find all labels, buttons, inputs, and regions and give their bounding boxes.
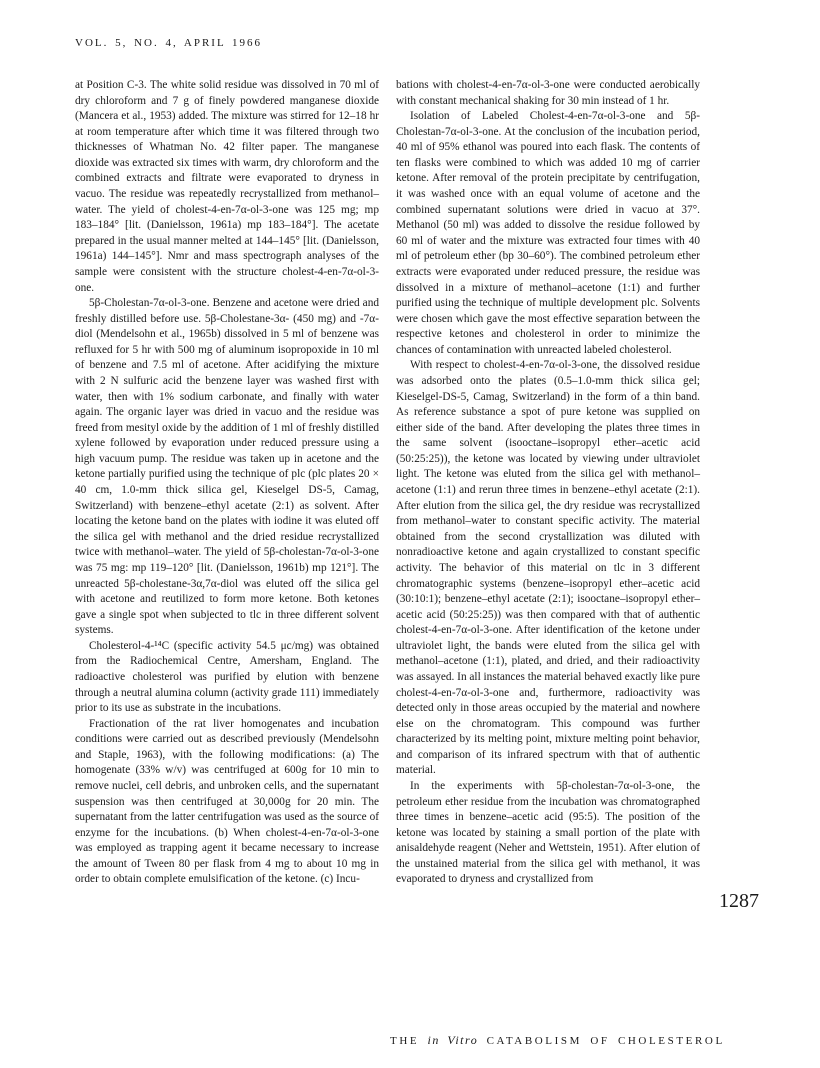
paragraph: bations with cholest-4-en-7α-ol-3-one were conducted aerobically with constant mechanical shaking for 30 min instead of 1 hr. <box>396 79 700 107</box>
right-column <box>396 78 700 888</box>
footer-pre: THE <box>390 1035 420 1047</box>
paragraph: Fractionation of the rat liver homogenates and incubation conditions were carried out as described previously (Mendelsohn and Staple, 1963), with the following modifications: (a) The homogenate (33% w/v) was centrifuged at 600g for 10 min to remove nuclei, cell debris, and unbroken cells, and the supernatant suspension was then centrifuged at 30,000g for 20 min. The supernatant from the latter centrifugation was used as the source of enzyme for the incubations. (b) When cholest-4-en-7α-ol-3-one was employed as trapping agent it became necessary to increase the amount of Tween 80 per flask from 4 mg to about 10 mg in order to obtain complete emulsification of the ketone. (c) Incu- <box>75 717 379 886</box>
paragraph: at Position C-3. The white solid residue was dissolved in 70 ml of dry chloroform and 7 g of finely powdered manganese dioxide (Mancera et al., 1953) added. The mixture was stirred for 12–18 hr at room temperature after which time it was filtered through two thicknesses of Whatman No. 42 filter paper. The manganese dioxide was extracted six times with warm, dry chloroform and the combined extracts and filtrate were evaporated to dryness in vacuo. The residue was repeatedly recrystallized from methanol–water. The yield of cholest-4-en-7α-ol-3-one was 125 mg; mp 183–184° [lit. (Danielsson, 1961a) mp 183–184°]. The acetate prepared in the usual manner melted at 144–145° [lit. (Danielsson, 1961a) 144–145°]. Nmr and mass spectrograph analyses of the sample were consistent with the structure cholest-4-en-7α-ol-3-one. <box>75 79 379 294</box>
paragraph: Cholesterol-4-¹⁴C (specific activity 54.5 μc/mg) was obtained from the Radiochemical Centre, Amersham, England. The radioactive cholesterol was purified by elution with benzene through a neutral alumina column (activity grade 111) immediately prior to its use as substrate in the incubations. <box>75 639 379 715</box>
running-footer <box>390 1033 725 1048</box>
paragraph: In the experiments with 5β-cholestan-7α-ol-3-one, the petroleum ether residue from the incubation was chromatographed three times in benzene–acetic acid (95:5). The position of the ketone was located by staining a small portion of the plate with anisaldehyde reagent (Neher and Wettstein, 1951). After elution of the unstained material from the silica gel with methanol, it was evaporated to dryness and crystallized from <box>396 780 700 886</box>
paragraph: With respect to cholest-4-en-7α-ol-3-one, the dissolved residue was adsorbed onto the plates (0.5–1.0-mm thick silica gel; Kieselgel-DS-5, Camag, Switzerland) in the form of a thin band. As reference substance a spot of pure ketone was supplied on either side of the band. After developing the plates three times in the same solvent (isooctane–isopropyl ether–acetic acid (50:25:25)), the ketone was located by viewing under ultraviolet light. The ketone was eluted from the silica gel with methanol–acetone (1:1) and rerun three times in benzene–ethyl acetate (2:1). After elution from the silica gel, the dry residue was recrystallized from methanol–water to constant specific activity. The material obtained from the second crystallization was diluted with nonradioactive ketone and again crystallized to constant specific activity. The behavior of this material on tlc in 3 different chromatographic systems (benzene–isopropyl ether–acetic acid (30:10:1); benzene–ethyl acetate (2:1); isooctane–isopropyl ether–acetic acid (50:25:25)) was then compared with that of authentic cholest-4-en-7α-ol-3-one. After identification of the ketone under ultraviolet light, the bands were eluted from the silica gel with methanol–acetone (1:1), plated, and dried, and their radioactivity was assayed. In all instances the material behaved exactly like pure cholest-4-en-7α-ol-3-one and, furthermore, radioactivity was detected only in those areas occupied by the material and nowhere else on the chromatogram. This compound was further characterized by its melting point, mixture melting point behavior, and comparison of its infrared spectrum with that of authentic material. <box>396 359 700 777</box>
paragraph: Isolation of Labeled Cholest-4-en-7α-ol-3-one and 5β-Cholestan-7α-ol-3-one. At the conclusion of the incubation period, 40 ml of 95% ethanol was poured into each flask. The contents of ten flasks were combined to which was added 10 mg of carrier ketone. After removal of the protein precipitate by centrifugation, it was washed once with an equal volume of acetone and the combined supernatant solutions were dried in vacuo at 37°. Methanol (50 ml) was added to dissolve the residue followed by 60 ml of water and the mixture was extracted four times with 40 ml of petroleum ether (bp 30–60°). The combined petroleum ether extracts were evaporated under reduced pressure, the residue was dissolved in a mixture of methanol–acetone (1:1) and further purified using the technique of multiple development plc. Solvents were chosen which gave the most effective separation between the respective ketones and cholesterol in order to minimize the chances of contamination with unreacted labeled cholesterol. <box>396 110 700 356</box>
left-column <box>75 78 379 888</box>
footer-italic: in Vitro <box>427 1033 479 1047</box>
running-head: VOL. 5, NO. 4, APRIL 1966 <box>75 37 263 49</box>
page-number: 1287 <box>719 890 759 912</box>
footer-post: CATABOLISM OF CHOLESTEROL <box>486 1035 725 1047</box>
paragraph: 5β-Cholestan-7α-ol-3-one. Benzene and acetone were dried and freshly distilled before use. 5β-Cholestane-3α- (450 mg) and -7α-diol (Mendelsohn et al., 1965b) dissolved in 5 ml of benzene was refluxed for 5 hr with 500 mg of aluminum isopropoxide in 10 ml of benzene and 7.5 ml of acetone. After acidifying the mixture with 2 N sulfuric acid the benzene layer was washed first with water, then with 1% sodium carbonate, and finally with water again. The organic layer was dried in vacuo and the residue was freed from mesityl oxide by the addition of 1 ml of freshly distilled xylene followed by evaporation under reduced pressure using a high vacuum pump. The residue was taken up in acetone and the ketone partially purified using the technique of plc (plc plates 20 × 40 cm, 1.0-mm thick silica gel, Kieselgel DS-5, Camag, Switzerland) with benzene–ethyl acetate (2:1) as solvent. After locating the ketone band on the plates with iodine it was eluted off the silica gel with methanol and the dried residue recrystallized twice with methanol–water. The yield of 5β-cholestan-7α-ol-3-one was 75 mg: mp 119–120° [lit. (Danielsson, 1961b) mp 121°]. The unreacted 5β-cholestane-3α,7α-diol was eluted off the silica gel with acetone and reutilized to form more ketone. Both ketones gave a single spot when subjected to tlc in three different solvent systems. <box>75 297 379 637</box>
